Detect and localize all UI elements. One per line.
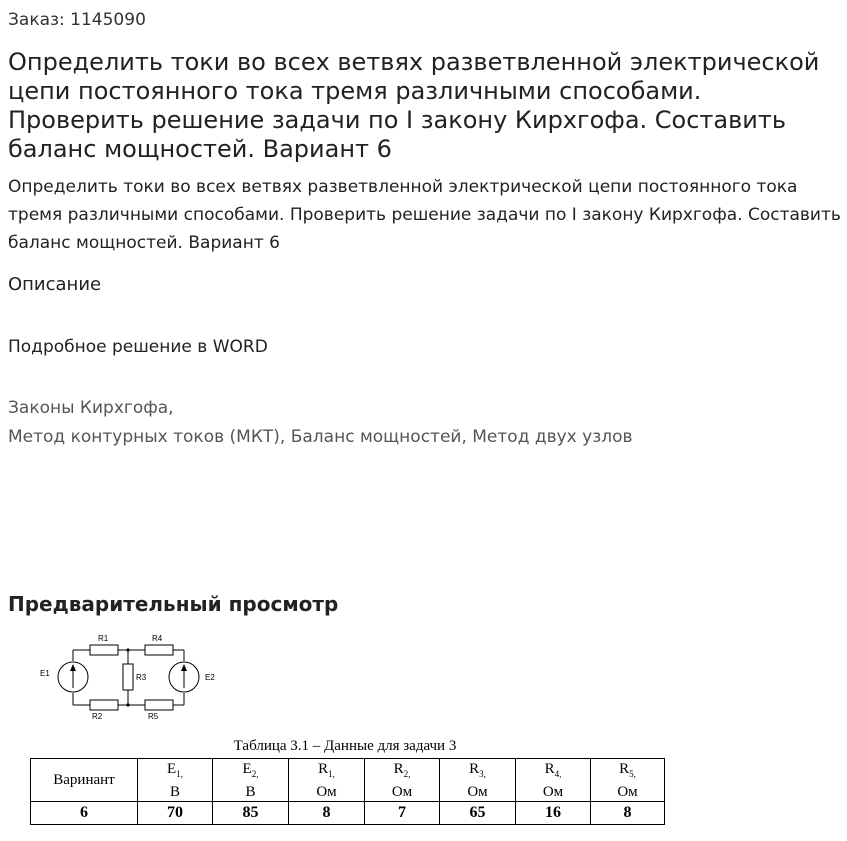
header-e2: $E_{2,}$ В bbox=[213, 759, 289, 802]
label-r4: R4 bbox=[152, 634, 163, 643]
cell-r4: 16 bbox=[516, 802, 591, 825]
cell-variant: 6 bbox=[31, 802, 138, 825]
cell-r3: 65 bbox=[440, 802, 516, 825]
methods-line-2: Метод контурных токов (МКТ), Баланс мощностей, Метод двух узлов bbox=[8, 427, 633, 447]
header-r4: $R_{4,}$ Ом bbox=[516, 759, 591, 802]
header-e1: $E_{1,}$ В bbox=[138, 759, 213, 802]
header-r2: $R_{2,}$ Ом bbox=[365, 759, 440, 802]
solution-format-text: Подробное решение в WORD bbox=[8, 337, 268, 357]
cell-r2: 7 bbox=[365, 802, 440, 825]
cell-e2: 85 bbox=[213, 802, 289, 825]
cell-r1: 8 bbox=[289, 802, 365, 825]
order-number: Заказ: 1145090 bbox=[8, 10, 146, 30]
methods-line-1: Законы Кирхгофа, bbox=[8, 398, 174, 418]
label-r1: R1 bbox=[98, 634, 109, 643]
label-r5: R5 bbox=[148, 712, 159, 721]
table-header-row bbox=[31, 759, 665, 802]
header-r1: $R_{1,}$ Ом bbox=[289, 759, 365, 802]
resistor-r1 bbox=[90, 645, 118, 655]
preview-heading: Предварительный просмотр bbox=[8, 592, 339, 616]
table-caption: Таблица 3.1 – Данные для задачи 3 bbox=[233, 738, 457, 754]
label-r2: R2 bbox=[92, 712, 103, 721]
label-e1: E1 bbox=[40, 669, 50, 678]
resistor-r4 bbox=[145, 645, 173, 655]
resistor-r2 bbox=[90, 700, 118, 710]
header-r5: $R_{5,}$ Ом bbox=[591, 759, 665, 802]
circuit-diagram bbox=[28, 622, 228, 727]
node-bottom bbox=[126, 703, 129, 706]
description-heading: Описание bbox=[8, 274, 102, 295]
header-r3: $R_{3,}$ Ом bbox=[440, 759, 516, 802]
lead-text: Определить токи во всех ветвях разветвленной электрической цепи постоянного тока тремя различными способами. Проверить решение задачи по I закону Кирхгофа. Составить баланс мощностей. Вариант 6 bbox=[8, 177, 841, 253]
cell-r5: 8 bbox=[591, 802, 665, 825]
node-top bbox=[126, 648, 129, 651]
page-title: Определить токи во всех ветвях разветвленной электрической цепи постоянного тока тремя различными способами. Проверить решение задачи по I закону Кирхгофа. Составить баланс мощностей. Вариант 6 bbox=[8, 48, 820, 163]
cell-e1: 70 bbox=[138, 802, 213, 825]
table-row bbox=[31, 802, 665, 825]
data-table bbox=[30, 758, 665, 825]
resistor-r5 bbox=[145, 700, 173, 710]
resistor-r3 bbox=[123, 664, 133, 690]
label-e2: E2 bbox=[205, 673, 215, 682]
header-variant: Варинант bbox=[31, 759, 138, 802]
methods-text bbox=[8, 394, 633, 452]
label-r3: R3 bbox=[136, 673, 147, 682]
